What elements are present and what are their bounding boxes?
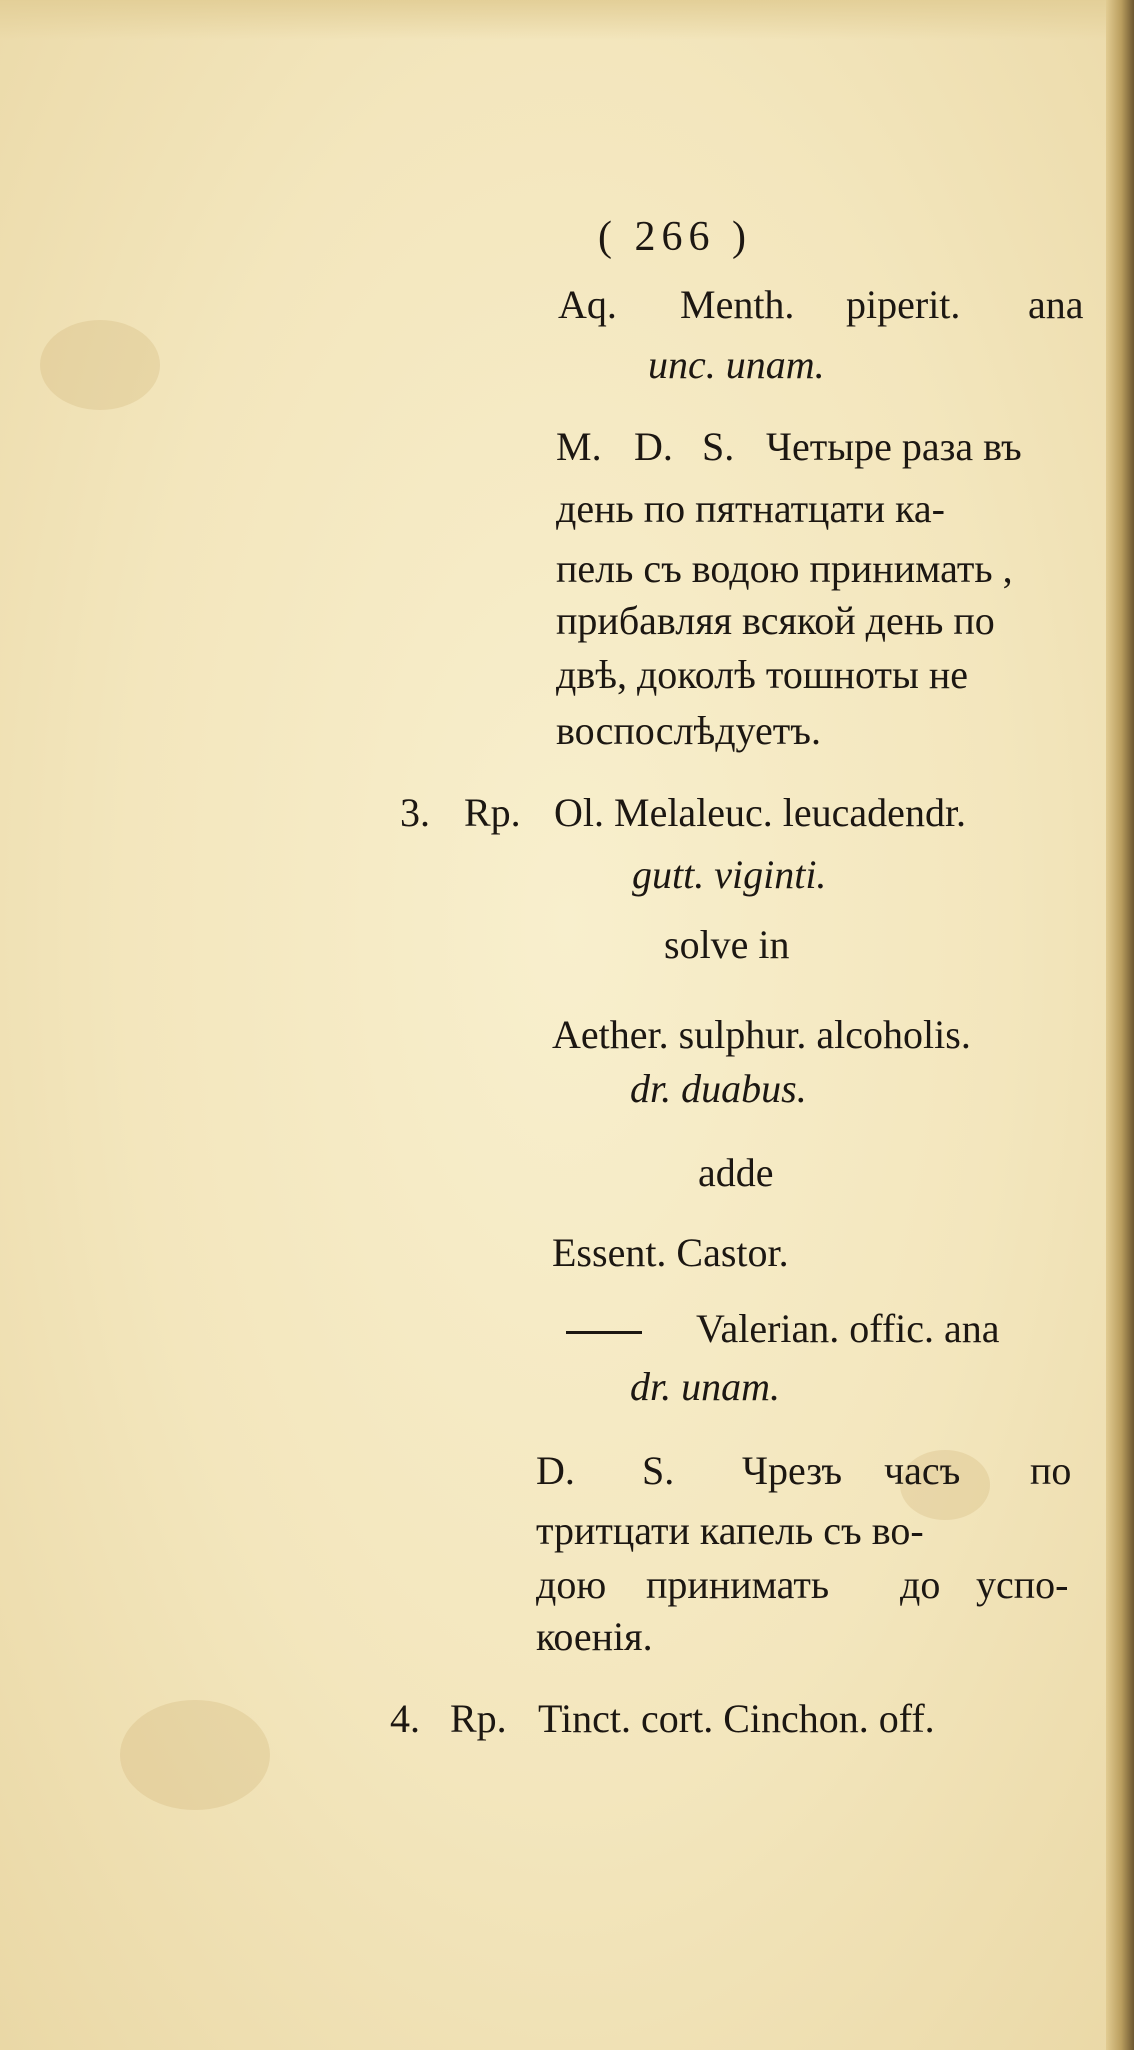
rx-line: Essent. Castor. xyxy=(552,1230,789,1275)
instruction-line: воспослѣдуетъ. xyxy=(556,708,821,753)
instruction-text: часъ xyxy=(884,1448,961,1493)
instruction-text: дою xyxy=(536,1562,607,1607)
rx-text: Tinct. cort. Cinchon. off. xyxy=(538,1696,935,1741)
page-number: ( 266 ) xyxy=(598,214,752,260)
rx-text: ana xyxy=(1028,282,1084,327)
signa-label: D. xyxy=(634,424,673,469)
instruction-text: Чрезъ xyxy=(742,1448,843,1493)
rx-recipe-mark: Rp. xyxy=(464,790,521,835)
rx-text: Ol. Melaleuc. leucadendr. xyxy=(554,790,967,835)
rx-number: 3. xyxy=(400,790,430,835)
rx-text: piperit. xyxy=(846,282,961,327)
rx-instruction: adde xyxy=(698,1150,774,1195)
instruction-text: принимать xyxy=(646,1562,830,1607)
instruction-text: Четыре раза въ xyxy=(766,424,1022,469)
rx-recipe-mark: Rp. xyxy=(450,1696,507,1741)
paper-stain xyxy=(40,320,160,410)
rx-line xyxy=(566,1304,1000,1354)
rx-line: Aether. sulphur. alcoholis. xyxy=(552,1012,971,1057)
rx-dose: dr. unam. xyxy=(630,1364,781,1409)
page-top-shadow xyxy=(0,0,1134,40)
signa-label: S. xyxy=(702,424,735,469)
rx-instruction: solve in xyxy=(664,922,790,967)
instruction-line: коенія. xyxy=(536,1614,653,1659)
signa-label: D. xyxy=(536,1448,575,1493)
signa-label: S. xyxy=(642,1448,675,1493)
instruction-line: тритцати капель съ во- xyxy=(536,1508,924,1553)
instruction-line: прибавляя всякой день по xyxy=(556,598,995,643)
instruction-line: день по пятнатцати ка- xyxy=(556,486,945,531)
ditto-dash xyxy=(566,1331,642,1334)
rx-text: Menth. xyxy=(680,282,795,327)
rx-number: 4. xyxy=(390,1696,420,1741)
rx-dose: gutt. viginti. xyxy=(632,852,827,897)
instruction-text: успо- xyxy=(976,1562,1069,1607)
rx-dose: dr. duabus. xyxy=(630,1066,807,1111)
instruction-line: двѣ, доколѣ тошноты не xyxy=(556,652,969,697)
instruction-text: до xyxy=(900,1562,941,1607)
signa-label: M. xyxy=(556,424,602,469)
rx-dose: unc. unam. xyxy=(648,342,825,387)
paper-stain xyxy=(120,1700,270,1810)
instruction-text: по xyxy=(1030,1448,1072,1493)
instruction-line: пель съ водою принимать , xyxy=(556,546,1013,591)
page-edge-shadow xyxy=(1106,0,1134,2050)
rx-text: Valerian. offic. ana xyxy=(696,1306,1000,1351)
rx-text: Aq. xyxy=(558,282,617,327)
